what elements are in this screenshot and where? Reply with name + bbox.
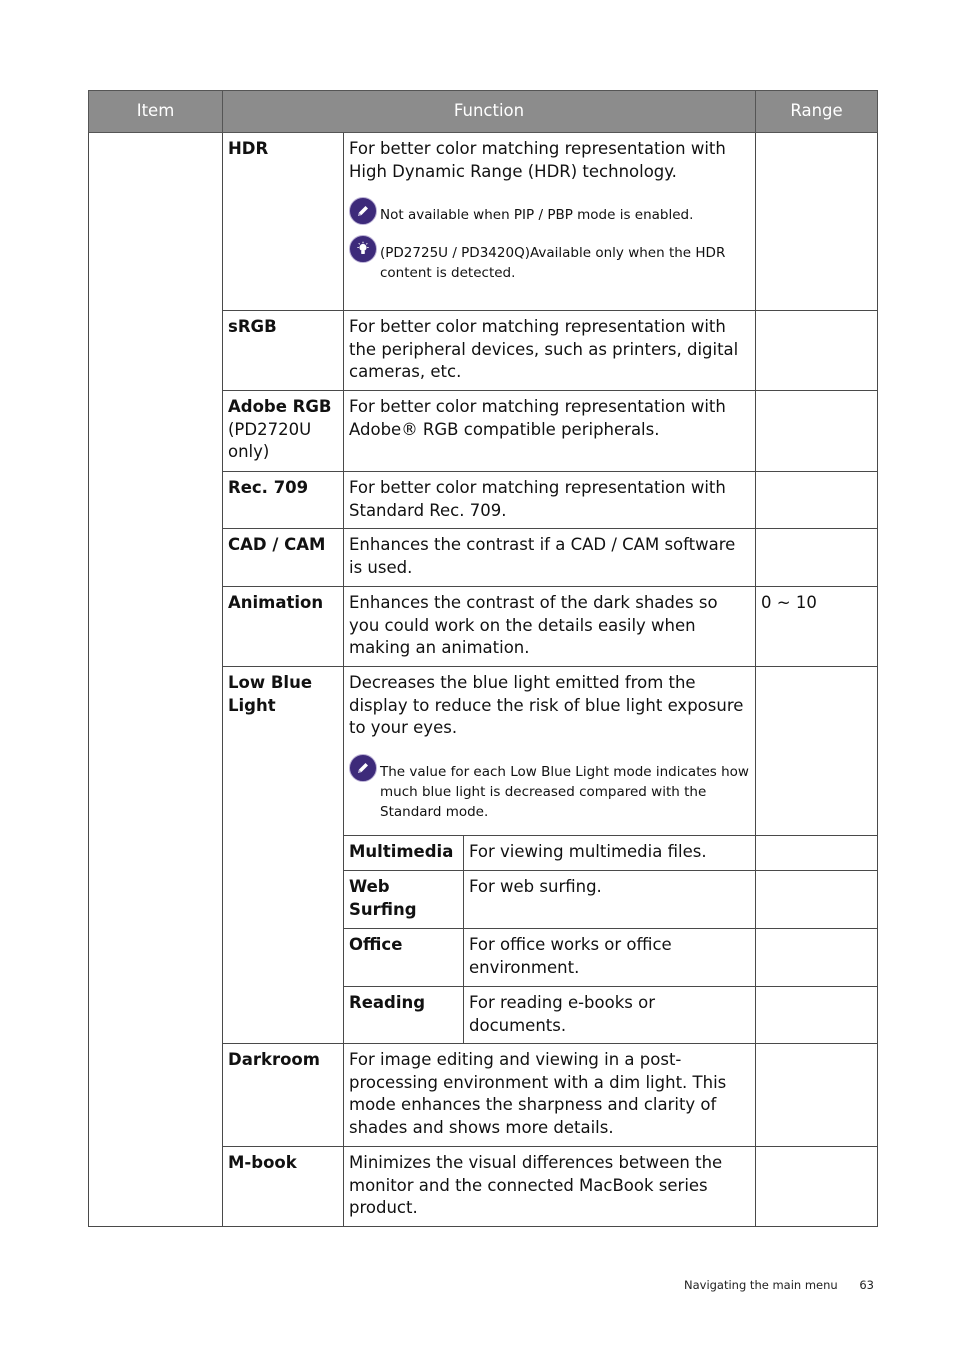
mode-desc-office: For office works or office environment. (464, 929, 756, 987)
row-name-darkroom: Darkroom (223, 1044, 344, 1147)
row-range-mbook (756, 1147, 878, 1227)
mode-range-multimedia (756, 836, 878, 871)
header-function: Function (223, 91, 756, 133)
row-desc-hdr (344, 133, 756, 311)
row-name-adobe (223, 391, 344, 472)
hdr-tip (349, 235, 750, 283)
hdr-description: For better color matching representation with High Dynamic Range (HDR) technology. (349, 139, 726, 181)
row-range-cadcam (756, 529, 878, 587)
row-desc-cadcam: Enhances the contrast if a CAD / CAM software is used. (344, 529, 756, 587)
menu-table (88, 90, 878, 1227)
adobe-sub: (PD2720U only) (228, 419, 312, 461)
hdr-tip-text: (PD2725U / PD3420Q)Available only when the HDR content is detected. (380, 245, 726, 281)
table-header-row (89, 91, 878, 133)
pencil-icon (349, 754, 377, 782)
row-range-hdr (756, 133, 878, 311)
lowblue-note-text: The value for each Low Blue Light mode indicates how much blue light is decreased compared with the Standard mode. (380, 763, 749, 820)
mode-name-reading: Reading (344, 987, 464, 1044)
lowblue-description: Decreases the blue light emitted from the display to reduce the risk of blue light exposure to your eyes. (349, 673, 744, 737)
hdr-note (349, 197, 750, 225)
pencil-icon (349, 197, 377, 225)
footer-section: Navigating the main menu (683, 1278, 838, 1292)
hdr-note-text: Not available when PIP / PBP mode is enabled. (380, 207, 694, 223)
table-row (89, 133, 878, 311)
page-number: 63 (859, 1278, 874, 1292)
row-desc-rec709: For better color matching representation with Standard Rec. 709. (344, 472, 756, 529)
row-range-srgb (756, 311, 878, 391)
header-item: Item (89, 91, 223, 133)
mode-range-reading (756, 987, 878, 1044)
header-range: Range (756, 91, 878, 133)
mode-desc-web: For web surfing. (464, 871, 756, 929)
row-name-hdr: HDR (223, 133, 344, 311)
lightbulb-icon (349, 235, 377, 263)
mode-name-office: Office (344, 929, 464, 987)
row-name-mbook: M-book (223, 1147, 344, 1227)
row-desc-darkroom: For image editing and viewing in a post-processing environment with a dim light. This mode enhances the sharpness and clarity of shades and shows more details. (344, 1044, 756, 1147)
mode-range-web (756, 871, 878, 929)
mode-name-multimedia: Multimedia (344, 836, 464, 871)
mode-desc-reading: For reading e-books or documents. (464, 987, 756, 1044)
row-name-rec709: Rec. 709 (223, 472, 344, 529)
row-range-adobe (756, 391, 878, 472)
mode-desc-multimedia: For viewing multimedia files. (464, 836, 756, 871)
adobe-name: Adobe RGB (228, 397, 332, 416)
row-desc-adobe: For better color matching representation with Adobe® RGB compatible peripherals. (344, 391, 756, 472)
page-footer (684, 1278, 874, 1292)
item-cell (89, 133, 223, 1227)
row-range-darkroom (756, 1044, 878, 1147)
row-range-rec709 (756, 472, 878, 529)
mode-name-web: Web Surfing (344, 871, 464, 929)
row-range-animation: 0 ~ 10 (756, 587, 878, 667)
row-name-animation: Animation (223, 587, 344, 667)
lowblue-note (349, 754, 750, 822)
mode-range-office (756, 929, 878, 987)
row-desc-mbook: Minimizes the visual differences between the monitor and the connected MacBook series product. (344, 1147, 756, 1227)
row-range-lowblue (756, 667, 878, 836)
row-desc-srgb: For better color matching representation with the peripheral devices, such as printers, digital cameras, etc. (344, 311, 756, 391)
row-desc-lowblue (344, 667, 756, 836)
row-name-cadcam: CAD / CAM (223, 529, 344, 587)
row-name-srgb: sRGB (223, 311, 344, 391)
row-desc-animation: Enhances the contrast of the dark shades so you could work on the details easily when making an animation. (344, 587, 756, 667)
row-name-lowblue: Low Blue Light (223, 667, 344, 1044)
